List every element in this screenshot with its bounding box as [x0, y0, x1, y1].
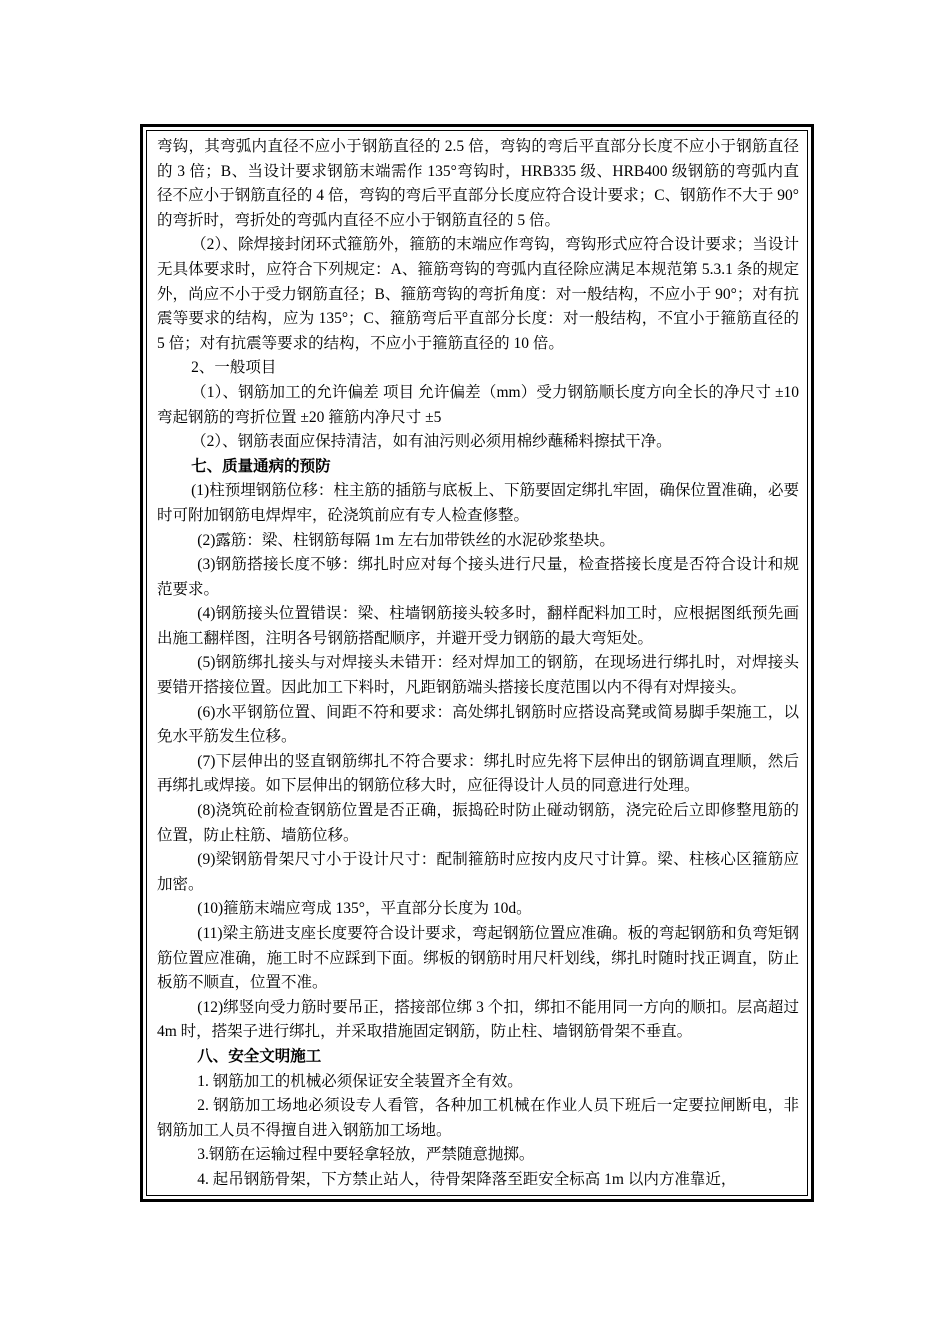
defect-item-11: (11)梁主筋进支座长度要符合设计要求，弯起钢筋位置应准确。板的弯起钢筋和负弯矩钢筋位置应准确，施工时不应踩到下面。绑板的钢筋时用尺杆划线，绑扎时随时找正调直，防止板筋不顺直，位置不准。 — [157, 925, 799, 992]
document-table-frame — [140, 124, 814, 1202]
defect-item-10: (10)箍筋末端应弯成 135°，平直部分长度为 10d。 — [197, 900, 532, 918]
safety-item-3: 3.钢筋在运输过程中要轻拿轻放，严禁随意抛掷。 — [197, 1146, 535, 1164]
defect-item-8: (8)浇筑砼前检查钢筋位置是否正确，振捣砼时防止碰动钢筋，浇完砼后立即修整甩筋的位置，防止柱筋、墙筋位移。 — [157, 802, 799, 844]
defect-item-6: (6)水平钢筋位置、间距不符和要求：高处绑扎钢筋时应搭设高凳或简易脚手架施工，以免水平筋发生位移。 — [157, 703, 799, 746]
defect-item-3: (3)钢筋搭接长度不够：绑扎时应对每个接头进行尺量，检查搭接长度是否符合设计和规范要求。 — [157, 556, 799, 598]
defect-item-7: (7)下层伸出的竖直钢筋绑扎不符合要求：绑扎时应先将下层伸出的钢筋调直理顺，然后再绑扎或焊接。如下层伸出的钢筋位移大时，应征得设计人员的同意进行处理。 — [157, 752, 799, 795]
section-general-items: 2、一般项目 — [191, 359, 277, 377]
safety-item-4: 4. 起吊钢筋骨架，下方禁止站人，待骨架降落至距安全标高 1m 以内方准靠近， — [197, 1170, 737, 1188]
document-body — [157, 135, 799, 1193]
defect-item-9: (9)梁钢筋骨架尺寸小于设计尺寸：配制箍筋时应按内皮尺寸计算。梁、柱核心区箍筋应加密。 — [157, 851, 799, 893]
defect-item-1: (1)柱预埋钢筋位移：柱主筋的插筋与底板上、下筋要固定绑扎牢固，确保位置准确，必要时可附加钢筋电焊焊牢，砼浇筑前应有专人检查修整。 — [157, 482, 799, 524]
paragraph-stirrup-hooks: （2）、除焊接封闭环式箍筋外，箍筋的末端应作弯钩，弯钩形式应符合设计要求；当设计无具体要求时，应符合下列规定：A、箍筋弯钩的弯弧内直径除应满足本规范第 5.3.1 条的规定外，尚应不小于受力钢筋直径；B、箍筋弯钩的弯折角度：对一般结构，不应小于 90°；对有抗震等要求的结构，应为 135°；C、箍筋弯后平直部分长度：对一般结构，不宜小于箍筋直径的 5 倍；对有抗震等要求的结构，不应小于箍筋直径的 10 倍。 — [157, 236, 799, 352]
paragraph-surface-clean: （2）、钢筋表面应保持清洁，如有油污则必须用棉纱蘸稀料擦拭干净。 — [191, 433, 672, 451]
defect-item-12: (12)绑竖向受力筋时要吊正，搭接部位绑 3 个扣，绑扣不能用同一方向的顺扣。层高超过 4m 时，搭架子进行绑扎，并采取措施固定钢筋，防止柱、墙钢筋骨架不垂直。 — [157, 998, 799, 1041]
safety-item-1: 1. 钢筋加工的机械必须保证安全装置齐全有效。 — [197, 1072, 523, 1090]
defect-item-5: (5)钢筋绑扎接头与对焊接头未错开：经对焊加工的钢筋，在现场进行绑扎时，对焊接头要错开搭接位置。因此加工下料时，凡距钢筋端头搭接长度范围以内不得有对焊接头。 — [157, 654, 799, 697]
safety-item-2: 2. 钢筋加工场地必须设专人看管，各种加工机械在作业人员下班后一定要拉闸断电，非钢筋加工人员不得擅自进入钢筋加工场地。 — [157, 1097, 799, 1139]
paragraph-hook-rules: 弯钩，其弯弧内直径不应小于钢筋直径的 2.5 倍，弯钩的弯后平直部分长度不应小于钢筋直径的 3 倍；B、当设计要求钢筋末端需作 135°弯钩时，HRB335 级、HRB400 级钢筋的弯弧内直径不应小于钢筋直径的 4 倍，弯钩的弯后平直部分长度应符合设计要求；C、钢筋作不大于 90°的弯折时，弯折处的弯弧内直径不应小于钢筋直径的 5 倍。 — [157, 138, 799, 229]
heading-quality-defects: 七、质量通病的预防 — [191, 457, 331, 475]
defect-item-4: (4)钢筋接头位置错误：梁、柱墙钢筋接头较多时，翻样配料加工时，应根据图纸预先画出施工翻样图，注明各号钢筋搭配顺序，并避开受力钢筋的最大弯矩处。 — [157, 605, 799, 647]
paragraph-tolerance: （1）、钢筋加工的允许偏差 项目 允许偏差（mm）受力钢筋顺长度方向全长的净尺寸 ±10 弯起钢筋的弯折位置 ±20 箍筋内净尺寸 ±5 — [157, 383, 799, 426]
heading-safety: 八、安全文明施工 — [197, 1047, 322, 1065]
defect-item-2: (2)露筋：梁、柱钢筋每隔 1m 左右加带铁丝的水泥砂浆垫块。 — [197, 531, 615, 549]
document-table-cell — [146, 130, 808, 1196]
